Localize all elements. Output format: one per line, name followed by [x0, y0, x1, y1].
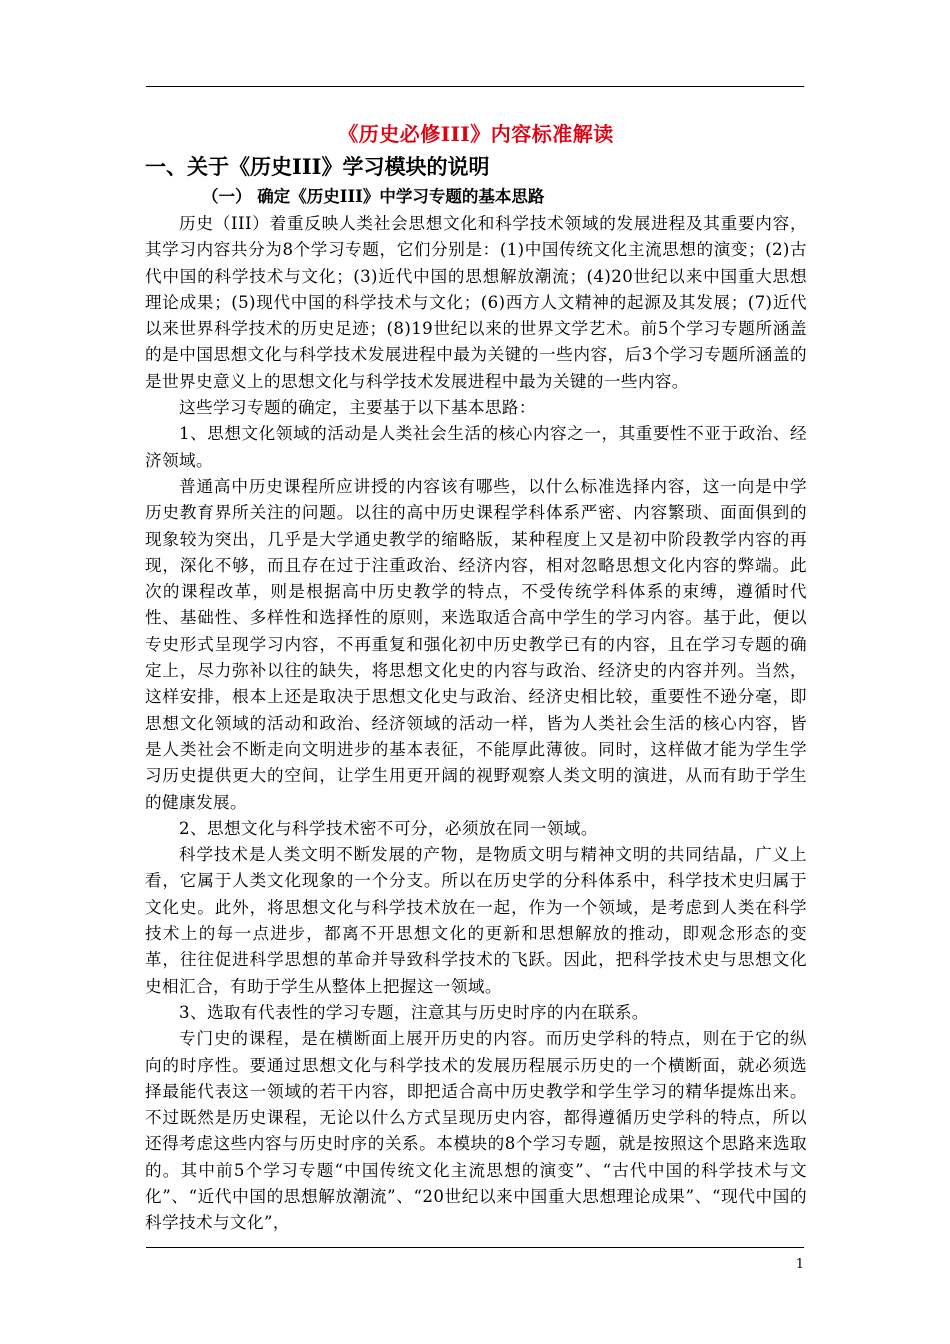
document-body: [145, 116, 807, 1237]
paragraph-lead: 这些学习专题的确定，主要基于以下基本思路：: [179, 398, 536, 418]
paragraph-intro: 历史（III）着重反映人类社会思想文化和科学技术领域的发展进程及其重要内容，其学习内容共分为8个学习专题，它们分别是：(1)中国传统文化主流思想的演变；(2)古代中国的科学技术与文化；(3)近代中国的思想解放潮流；(4)20世纪以来中国重大思想理论成果；(5)现代中国的科学技术与文化；(6)西方人文精神的起源及其发展；(7)近代以来世界科学技术的历史足迹；(8)19世纪以来的世界文学艺术。前5个学习专题所涵盖的是中国思想文化与科学技术发展进程中最为关键的一些内容，后3个学习专题所涵盖的是世界史意义上的思想文化与科学技术发展进程中最为关键的一些内容。: [145, 214, 807, 391]
paragraph-point-1-body: 普通高中历史课程所应讲授的内容该有哪些，以什么标准选择内容，这一向是中学历史教育界所关注的问题。以往的高中历史课程学科体系严密、内容繁琐、面面俱到的现象较为突出，几乎是大学通史教学的缩略版，某种程度上又是初中阶段教学内容的再现，深化不够，而且存在过于注重政治、经济内容，相对忽略思想文化内容的弊端。此次的课程改革，则是根据高中历史教学的特点，不受传统学科体系的束缚，遵循时代性、基础性、多样性和选择性的原则，来选取适合高中学生的学习内容。基于此，便以专史形式呈现学习内容，不再重复和强化初中历史教学已有的内容，且在学习专题的确定上，尽力弥补以往的缺失，将思想文化史的内容与政治、经济史的内容并列。当然，这样安排，根本上还是取决于思想文化史与政治、经济史相比较，重要性不逊分毫，即思想文化领域的活动和政治、经济领域的活动一样，皆为人类社会生活的核心内容，皆是人类社会不断走向文明进步的基本表征，不能厚此薄彼。同时，这样做才能为学生学习历史提供更大的空间，让学生用更开阔的视野观察人类文明的演进，从而有助于学生的健康发展。: [145, 476, 807, 812]
paragraph-point-1: 1、思想文化领域的活动是人类社会生活的核心内容之一，其重要性不亚于政治、经济领域。: [145, 424, 807, 470]
page-number: 1: [795, 1257, 804, 1272]
paragraph-point-3-body: 专门史的课程，是在横断面上展开历史的内容。而历史学科的特点，则在于它的纵向的时序性。要通过思想文化与科学技术的发展历程展示历史的一个横断面，就必须选择最能代表这一领域的若干内容，即把适合高中历史教学和学生学习的精华提炼出来。不过既然是历史课程，无论以什么方式呈现历史内容，都得遵循历史学科的特点，所以还得考虑这些内容与历史时序的关系。本模块的8个学习专题，就是按照这个思路来选取的。其中前5个学习专题“中国传统文化主流思想的演变”、“古代中国的科学技术与文化”、“近代中国的思想解放潮流”、“20世纪以来中国重大思想理论成果”、“现代中国的科学技术与文化”，: [145, 1029, 807, 1233]
footer-rule: [146, 1247, 804, 1248]
document-title: 《历史必修III》内容标准解读: [338, 122, 614, 146]
paragraph-point-2: 2、思想文化与科学技术密不可分，必须放在同一领域。: [179, 818, 598, 838]
paragraph-point-3: 3、选取有代表性的学习专题，注意其与历史时序的内在联系。: [179, 1002, 649, 1022]
section-heading: 一、关于《历史III》学习模块的说明: [145, 154, 490, 179]
subsection-heading: （一） 确定《历史III》中学习专题的基本思路: [202, 187, 545, 206]
paragraph-point-2-body: 科学技术是人类文明不断发展的产物，是物质文明与精神文明的共同结晶，广义上看，它属于人类文化现象的一个分支。所以在历史学的分科体系中，科学技术史归属于文化史。此外，将思想文化与科学技术放在一起，作为一个领域，是考虑到人类在科学技术上的每一点进步，都离不开思想文化的更新和思想解放的推动，即观念形态的变革，往往促进科学思想的革命并导致科学技术的飞跃。因此，把科学技术史与思想文化史相汇合，有助于学生从整体上把握这一领域。: [145, 845, 807, 996]
header-rule: [146, 86, 804, 87]
